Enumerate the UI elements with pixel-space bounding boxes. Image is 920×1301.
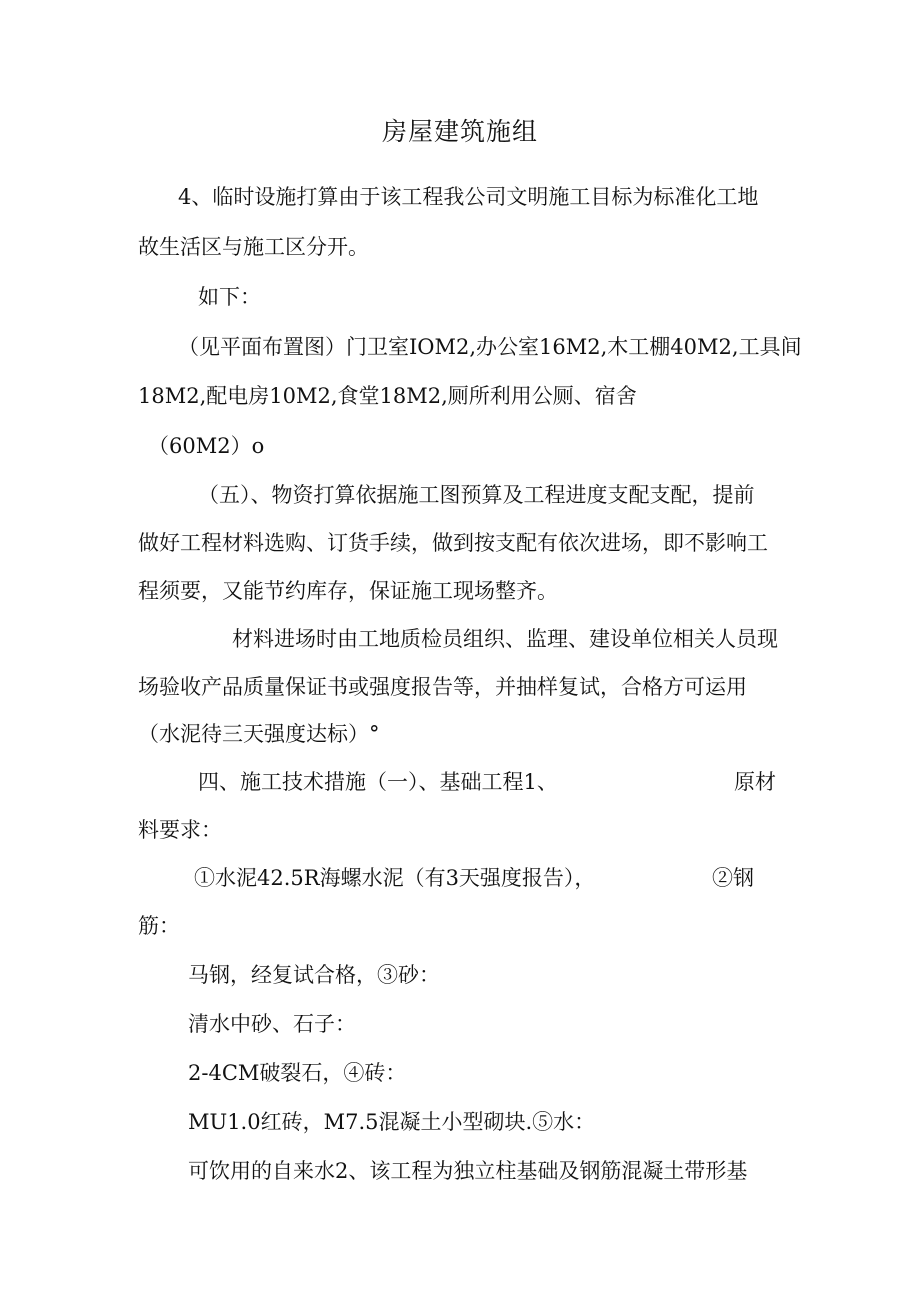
text-line: 18M2,配电房10M2,食堂18M2,厕所利用公厕、宿舍 xyxy=(138,384,637,408)
text-line: 清水中砂、石子： xyxy=(188,1012,356,1036)
text-line: （见平面布置图）门卫室IOM2,办公室16M2,木工棚40M2,工具间 xyxy=(178,335,802,359)
text-line: 2-4CM破裂石，④砖： xyxy=(188,1061,407,1085)
text-line: （五）、物资打算依据施工图预算及工程进度支配支配，提前 xyxy=(198,483,755,507)
text-line: 如下： xyxy=(198,285,261,309)
text-line: 程须要，又能节约库存，保证施工现场整齐。 xyxy=(138,579,558,603)
text-line: （60M2）o xyxy=(148,434,265,458)
text-line: 四、施工技术措施（一）、基础工程1、 xyxy=(198,770,558,794)
text-line: 筋： xyxy=(138,914,180,938)
text-line: 做好工程材料选购、订货手续，做到按支配有依次进场，即不影响工 xyxy=(138,531,768,555)
text-line: 料要求： xyxy=(138,818,222,842)
text-line: ①水泥42.5R海螺水泥（有3天强度报告）， xyxy=(194,866,596,890)
text-line: 故生活区与施工区分开。 xyxy=(138,235,369,259)
text-line: 可饮用的自来水2、该工程为独立柱基础及钢筋混凝土带形基 xyxy=(188,1159,748,1183)
text-line: 马钢，经复试合格，③砂： xyxy=(188,963,440,987)
text-line: 场验收产品质量保证书或强度报告等，并抽样复试，合格方可运用 xyxy=(138,675,747,699)
text-line: ②钢 xyxy=(712,866,754,890)
text-line: （水泥待三天强度达标）° xyxy=(138,722,380,746)
text-line: 材料进场时由工地质检员组织、监理、建设单位相关人员现 xyxy=(232,627,778,651)
text-line: 4、临时设施打算由于该工程我公司文明施工目标为标准化工地 xyxy=(178,185,759,209)
document-title: 房屋建筑施组 xyxy=(381,117,538,146)
text-line: 原材 xyxy=(734,770,776,794)
text-line: MU1.0红砖，M7.5混凝土小型砌块.⑤水： xyxy=(188,1110,596,1134)
